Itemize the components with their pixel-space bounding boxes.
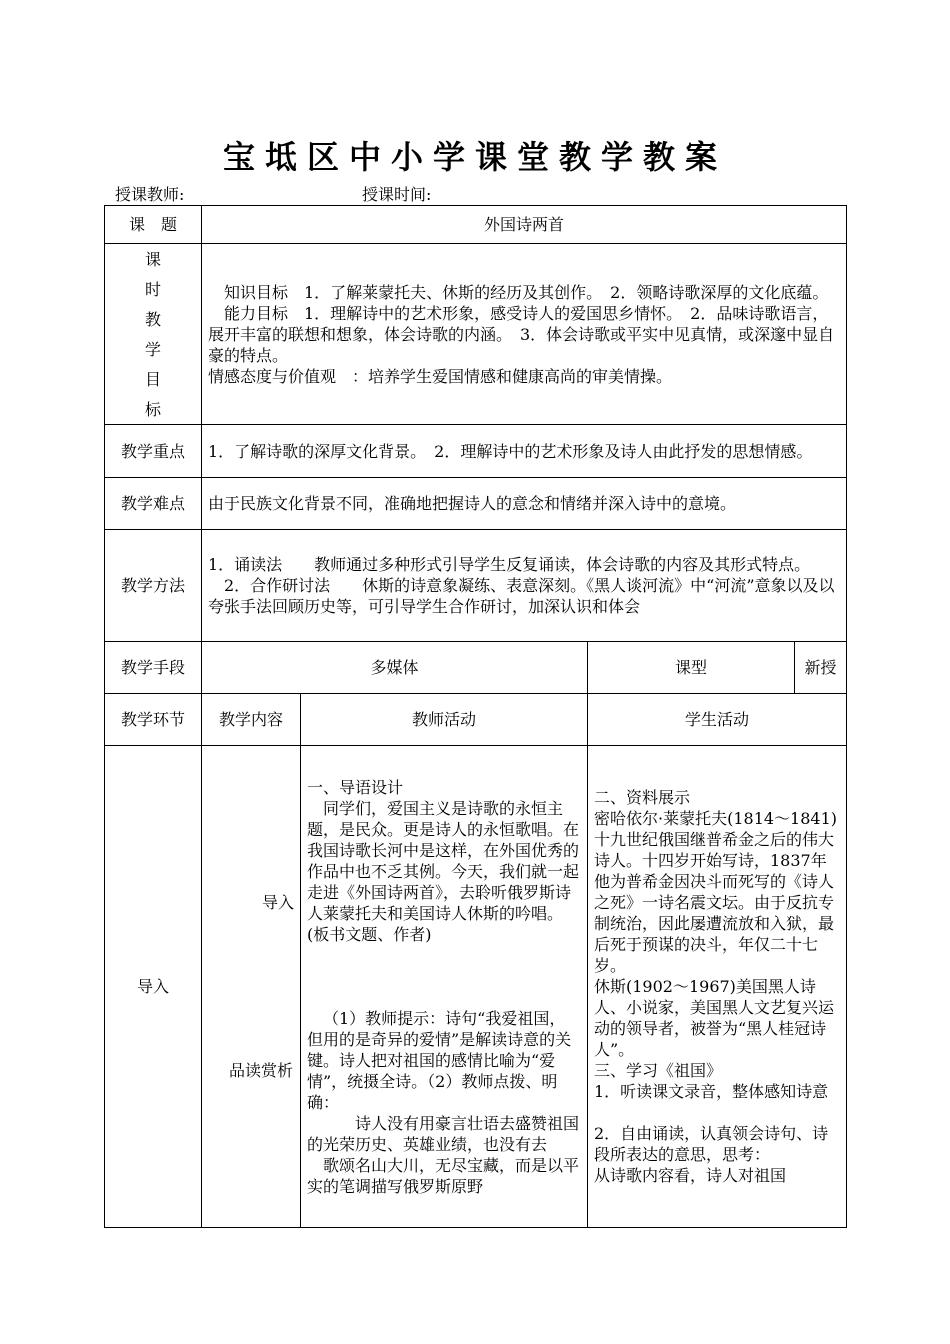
- goals-content: [202, 244, 847, 425]
- goals-label-char: 教: [144, 309, 161, 329]
- row-method: [105, 530, 847, 642]
- teacher-label: 授课教师:: [115, 185, 185, 204]
- goals-label-char: 学: [144, 339, 161, 359]
- difficulty-value: 由于民族文化背景不同，准确地把握诗人的意念和情绪并深入诗中的意境。: [202, 478, 847, 530]
- topic-value: 外国诗两首: [202, 206, 847, 244]
- teacher-paragraph-1: 诗人没有用豪言壮语去盛赞祖国的光荣历史、英雄业绩，也没有去: [307, 1113, 580, 1154]
- goals-label-char: 目: [144, 369, 161, 389]
- time-label: 授课时间:: [362, 185, 432, 204]
- difficulty-label: 教学难点: [105, 478, 202, 530]
- topic-label: 课 题: [105, 206, 202, 244]
- goals-label-char: 课: [144, 249, 161, 269]
- method-content: [202, 530, 847, 642]
- lesson-plan-table: [104, 205, 847, 1228]
- key-value: 1．了解诗歌的深厚文化背景。 2．理解诗中的艺术形象及诗人由此抒发的思想情感。: [202, 425, 847, 478]
- goals-label: [105, 244, 202, 425]
- section-content-header: 教学内容: [202, 694, 301, 746]
- row-body: [105, 746, 847, 1228]
- section-student-header: 学生活动: [588, 694, 847, 746]
- row-sections: [105, 694, 847, 746]
- goals-label-char: 标: [144, 399, 161, 419]
- section-teacher-header: 教师活动: [301, 694, 588, 746]
- student-spacer: [594, 1102, 840, 1123]
- student-heading: 二、资料展示: [594, 788, 691, 807]
- student-lermontov: 密哈依尔·莱蒙托夫(1814～1841)十九世纪俄国继普希金之后的伟大诗人。十四岁开始写诗，1837年他为普希金因决斗而死写的《诗人之死》一诗名震文坛。由于反抗专制统治，因此屡遭流放和入狱，最后死于预谋的决斗，年仅二十七岁。: [594, 809, 838, 975]
- student-step-1: 1．听读课文录音，整体感知诗意: [594, 1082, 829, 1101]
- content-intro: 导入: [261, 893, 294, 912]
- goals-label-char: 时: [144, 279, 161, 299]
- type-value: 新授: [795, 642, 847, 694]
- means-value: 多媒体: [202, 642, 588, 694]
- student-hughes: 休斯(1902～1967)美国黑人诗人、小说家，美国黑人文艺复兴运动的领导者，被誉为“黑人桂冠诗人”。: [594, 977, 835, 1059]
- student-step-2: 2．自由诵读，认真领会诗句、诗段所表达的意思，思考：: [594, 1124, 829, 1164]
- student-step-2b: 从诗歌内容看，诗人对祖国: [594, 1166, 787, 1185]
- row-goals: [105, 244, 847, 425]
- teacher-paragraph-2: 歌颂名山大川，无尽宝藏，而是以平实的笔调描写俄罗斯原野: [307, 1155, 580, 1196]
- student-study-heading: 三、学习《祖国》: [594, 1061, 723, 1080]
- teacher-hint: （1）教师提示：诗句“我爱祖国，但用的是奇异的爱情”是解读诗意的关键。诗人把对祖国的感情比喻为“爱情”，统摄全诗。（2）教师点拨、明确：: [307, 1008, 572, 1112]
- method-line2: 2．合作研讨法 休斯的诗意象凝练、表意深刻。《黑人谈河流》中“河流”意象以及以夸张手法回顾历史等，可引导学生合作研讨，加深认识和体会: [208, 576, 835, 616]
- row-difficulty: [105, 478, 847, 530]
- key-label: 教学重点: [105, 425, 202, 478]
- row-topic: [105, 206, 847, 244]
- type-label: 课型: [588, 642, 795, 694]
- teacher-heading: 一、导语设计: [307, 777, 404, 797]
- method-line1: 1．诵读法 教师通过多种形式引导学生反复诵读，体会诗歌的内容及其形式特点。: [208, 555, 811, 574]
- content-spacer: [208, 913, 294, 1060]
- section-stage-header: 教学环节: [105, 694, 202, 746]
- teacher-activity-cell: [301, 746, 588, 1228]
- row-key: [105, 425, 847, 478]
- teacher-intro: 同学们，爱国主义是诗歌的永恒主题，是民众。更是诗人的永恒歌唱。在我国诗歌长河中是这样，在外国优秀的作品中也不乏其例。今天，我们就一起走进《外国诗两首》，去聆听俄罗斯诗人莱蒙托夫和美国诗人休斯的吟唱。(板书文题、作者): [307, 798, 580, 944]
- means-label: 教学手段: [105, 642, 202, 694]
- goal-emotion: 情感态度与价值观 ：培养学生爱国情感和健康高尚的审美情操。: [208, 366, 673, 386]
- content-analysis: 品读赏析: [228, 1061, 293, 1080]
- teacher-spacer: [307, 945, 581, 1008]
- goal-knowledge: 知识目标 1．了解莱蒙托夫、休斯的经历及其创作。 2．领略诗歌深厚的文化底蕴。: [224, 282, 829, 302]
- page-title: 宝坻区中小学课堂教学教案: [222, 138, 727, 176]
- student-activity-cell: [588, 746, 847, 1228]
- content-cell: [202, 746, 301, 1228]
- stage-text: 导入: [136, 977, 169, 996]
- stage-cell: [105, 746, 202, 1228]
- row-means: [105, 642, 847, 694]
- goal-ability: 能力目标 1．理解诗中的艺术形象，感受诗人的爱国思乡情怀。 2．品味诗歌语言，展开丰富的联想和想象，体会诗歌的内涵。 3．体会诗歌或平实中见真情，或深邃中显自豪的特点。: [208, 303, 835, 365]
- method-label: 教学方法: [105, 530, 202, 642]
